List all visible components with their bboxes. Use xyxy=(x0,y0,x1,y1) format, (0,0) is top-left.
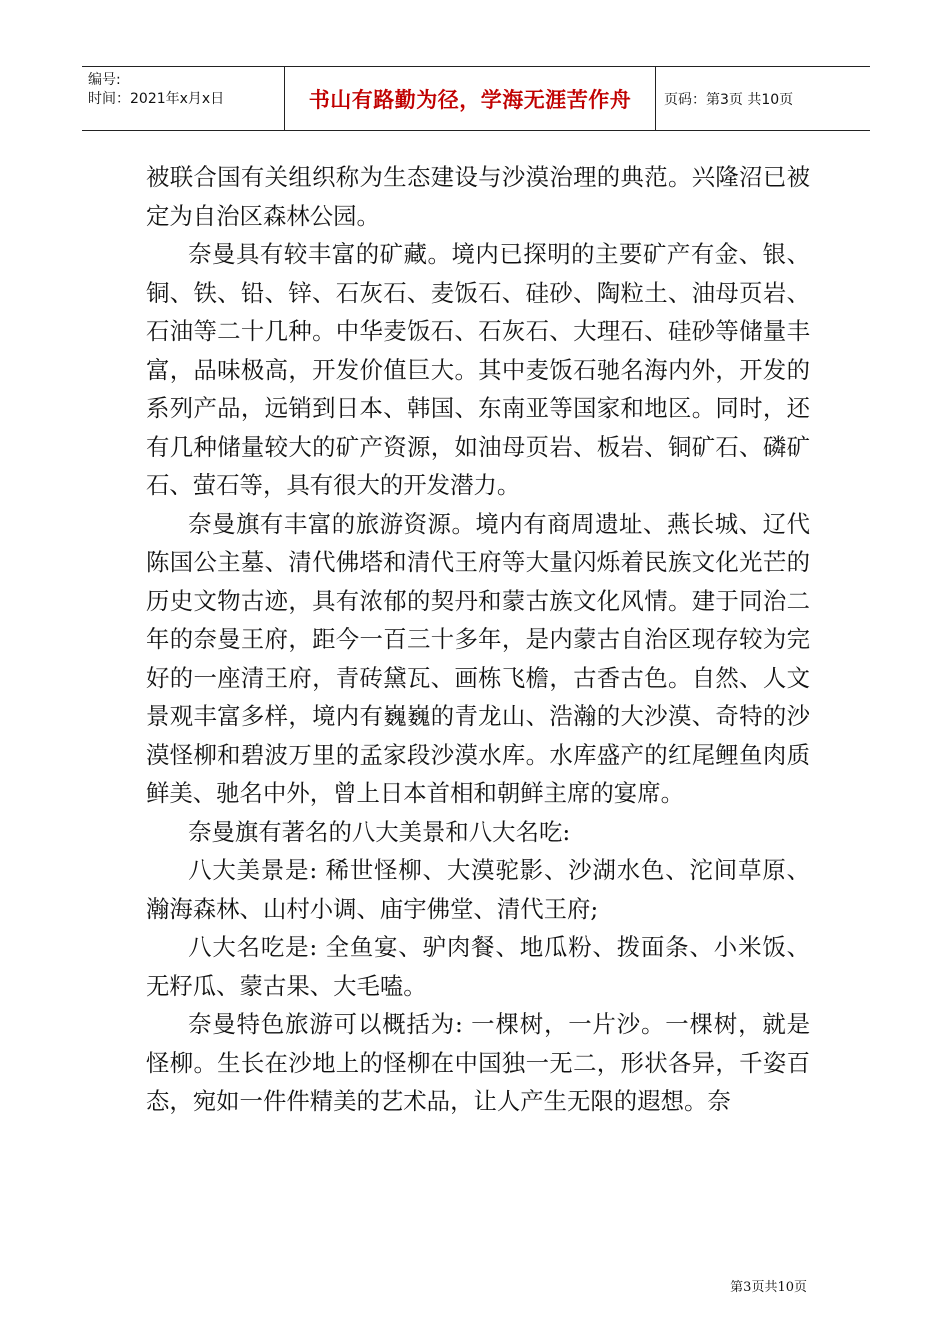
page-header xyxy=(82,66,870,131)
header-motto: 书山有路勤为径，学海无涯苦作舟 xyxy=(284,67,656,130)
paragraph: 奈曼特色旅游可以概括为: 一棵树，一片沙。一棵树，就是怪柳。生长在沙地上的怪柳在中国独一无二，形状各异，千姿百态，宛如一件件精美的艺术品，让人产生无限的遐想。奈 xyxy=(146,1010,810,1115)
paragraph: 被联合国有关组织称为生态建设与沙漠治理的典范。兴隆沼已被定为自治区森林公园。 xyxy=(146,163,810,230)
document-number-label: 编号: xyxy=(88,72,121,88)
page-footer: 第3页共10页 xyxy=(730,1280,807,1295)
paragraph: 八大美景是: 稀世怪柳、大漠驼影、沙湖水色、沱间草原、瀚海森林、山村小调、庙宇佛堂、清代王府; xyxy=(146,856,810,923)
paragraph: 奈曼旗有丰富的旅游资源。境内有商周遗址、燕长城、辽代陈国公主墓、清代佛塔和清代王府等大量闪烁着民族文化光芒的历史文物古迹，具有浓郁的契丹和蒙古族文化风情。建于同治二年的奈曼王府，距今一百三十多年，是内蒙古自治区现存较为完好的一座清王府，青砖黛瓦、画栋飞檐，古香古色。自然、人文景观丰富多样，境内有巍巍的青龙山、浩瀚的大沙漠、奇特的沙漠怪柳和碧波万里的孟家段沙漠水库。水库盛产的红尾鲤鱼肉质鲜美、驰名中外，曾上日本首相和朝鲜主席的宴席。 xyxy=(146,509,810,807)
paragraph: 八大名吃是: 全鱼宴、驴肉餐、地瓜粉、拨面条、小米饭、无籽瓜、蒙古果、大毛嗑。 xyxy=(146,933,810,1000)
header-page-info: 页码：第3页 共10页 xyxy=(664,91,794,108)
paragraph: 奈曼旗有著名的八大美景和八大名吃: xyxy=(188,817,571,846)
document-date: 时间：2021年x月x日 xyxy=(88,91,225,107)
document-body xyxy=(146,158,810,1121)
header-meta xyxy=(82,67,284,130)
paragraph: 奈曼具有较丰富的矿藏。境内已探明的主要矿产有金、银、铜、铁、铅、锌、石灰石、麦饭石、硅砂、陶粒土、油母页岩、石油等二十几种。中华麦饭石、石灰石、大理石、硅砂等储量丰富，品味极高，开发价值巨大。其中麦饭石驰名海内外，开发的系列产品，远销到日本、韩国、东南亚等国家和地区。同时，还有几种储量较大的矿产资源，如油母页岩、板岩、铜矿石、磷矿石、萤石等，具有很大的开发潜力。 xyxy=(146,240,810,499)
